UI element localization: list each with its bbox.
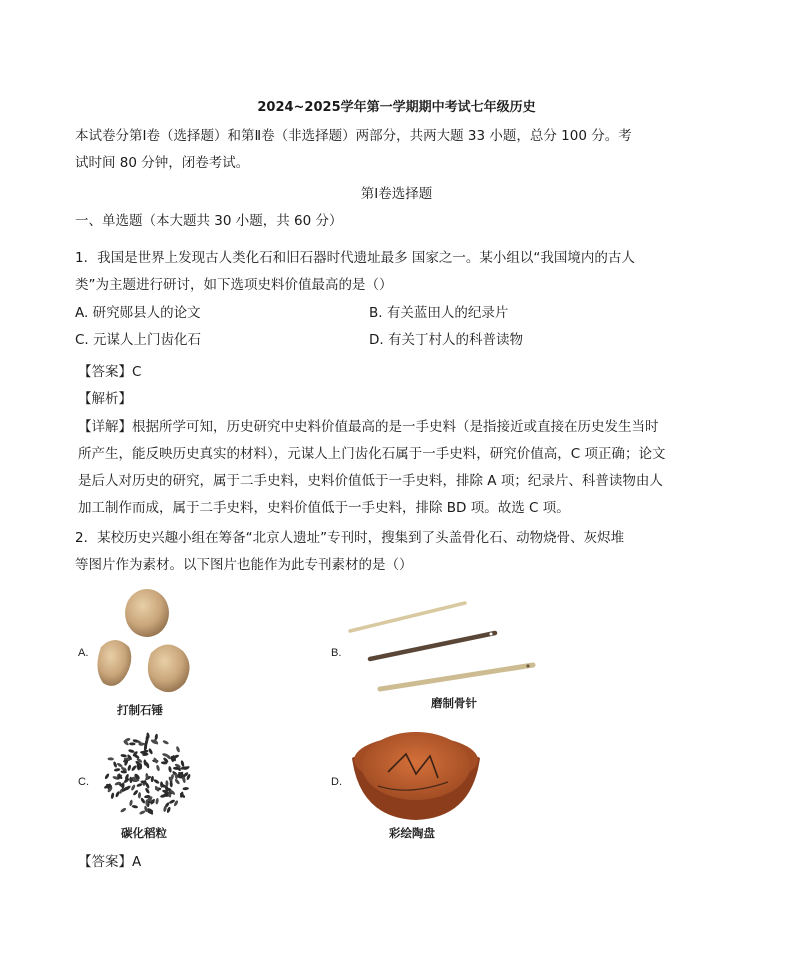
q1-option-d: D. 有关丁村人的科普读物 [369,332,523,348]
q2-stem-line-1: 2．某校历史兴趣小组在筹备“北京人遗址”专刊时，搜集到了头盖骨化石、动物烧骨、灰烬堆 [75,530,625,546]
q2-image-c-caption: 碳化稻粒 [121,826,167,840]
q2-image-b-caption: 磨制骨针 [431,696,477,710]
q2-image-a-letter: A. [78,647,89,659]
intro-paragraph [75,123,695,177]
intro-line-1: 本试卷分第Ⅰ卷（选择题）和第Ⅱ卷（非选择题）两部分，共两大题 33 小题，总分 100 分。考 [75,128,632,144]
q2-image-c-letter: C. [78,776,89,788]
q2-image-d-caption: 彩绘陶盘 [389,826,435,840]
intro-line-2: 试时间 80 分钟，闭卷考试。 [75,155,250,171]
q1-detail-line-3: 是后人对历史的研究，属于二手史料，史料价值低于一手史料，排除 A 项；纪录片、科普读物由人 [78,473,663,489]
q1-analysis-label: 【解析】 [78,391,132,407]
q1-detail-line-1: 【详解】根据所学可知，历史研究中史料价值最高的是一手史料（是指接近或直接在历史发生当时 [78,419,659,435]
volume-title: 第Ⅰ卷选择题 [360,186,433,202]
q2-image-d-letter: D. [331,776,342,788]
exam-title: 2024~2025学年第一学期期中考试七年级历史 [257,100,536,115]
q1-detail-line-2: 所产生，能反映历史真实的材料），元谋人上门齿化石属于一手史料，研究价值高，C 项正确；论文 [78,446,666,462]
q1-detail [78,414,698,522]
q1-stem-line-1: 1．我国是世界上发现古人类化石和旧石器时代遗址最多 国家之一。某小组以“我国境内的古人 [75,250,635,266]
q2-image-b-letter: B. [331,647,342,659]
q2-image-a-caption: 打制石锤 [117,703,163,717]
section-title: 一、单选题（本大题共 30 小题，共 60 分） [75,213,343,229]
q1-answer: 【答案】C [78,364,142,380]
q1-option-a: A. 研究郧县人的论文 [75,305,201,321]
painted-pottery-image [348,728,484,824]
q1-detail-line-4: 加工制作而成，属于二手史料，史料价值低于一手史料，排除 BD 项。故选 C 项。 [78,500,570,516]
bone-needle-image [345,595,540,695]
stone-hammer-image [95,585,205,705]
q1-stem-line-2: 类”为主题进行研讨，如下选项史料价值最高的是（） [75,277,393,293]
q2-stem-line-2: 等图片作为素材。以下图片也能作为此专刊素材的是（） [75,557,413,573]
q1-option-b: B. 有关蓝田人的纪录片 [369,305,509,321]
q1-option-c: C. 元谋人上门齿化石 [75,332,202,348]
q2-answer: 【答案】A [78,854,142,870]
carbonized-rice-image [95,730,199,822]
